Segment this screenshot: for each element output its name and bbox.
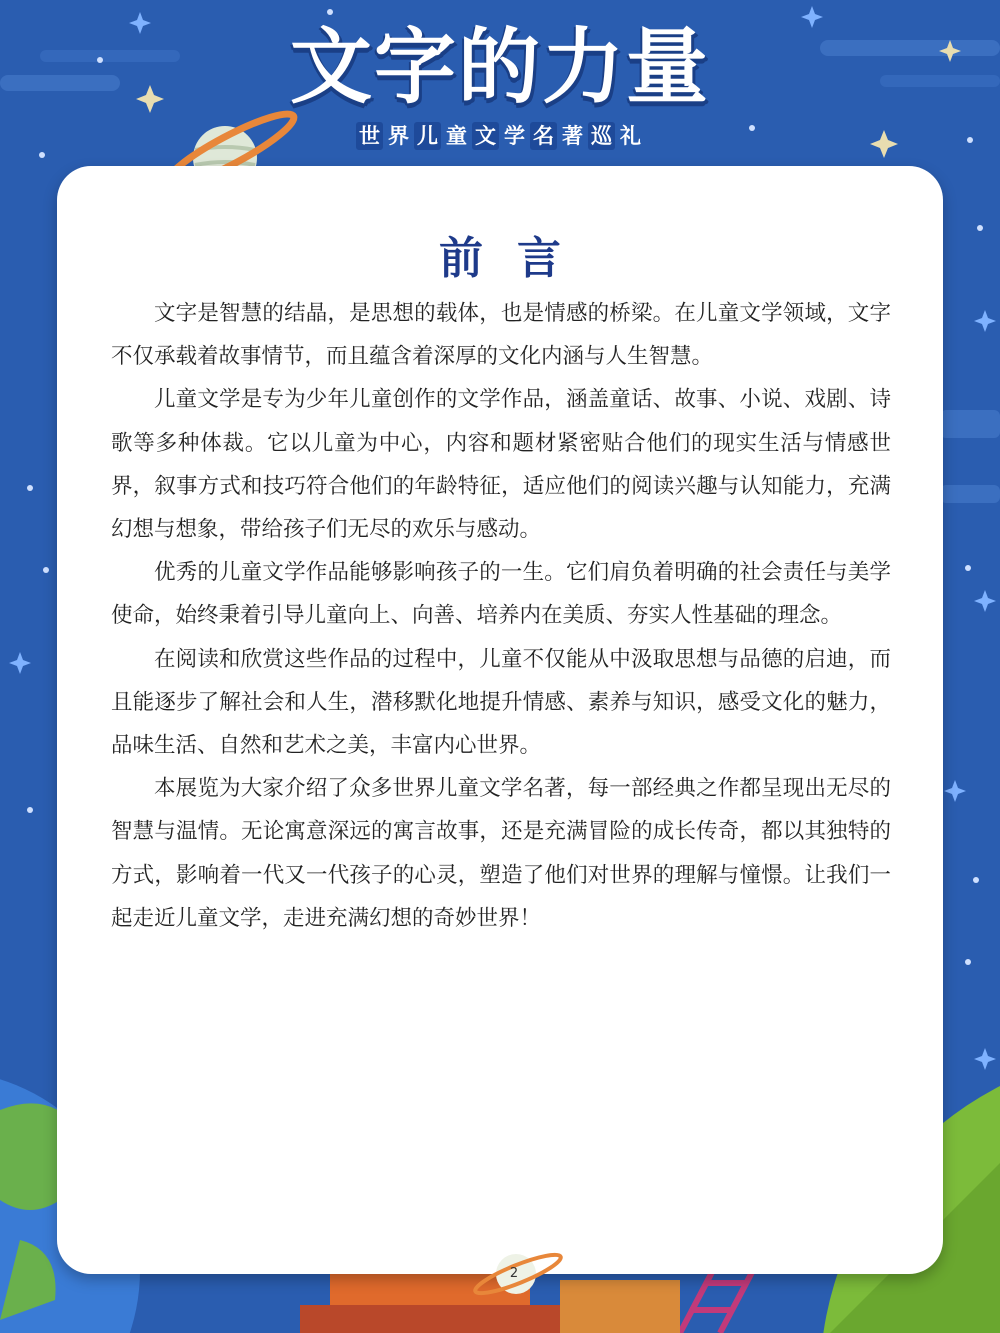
subtitle-char: 文 [472,122,499,150]
subtitle-char: 巡 [588,122,615,150]
subtitle-char: 儿 [414,122,441,150]
paragraph: 儿童文学是专为少年儿童创作的文学作品，涵盖童话、故事、小说、戏剧、诗歌等多种体裁。它以儿童为中心，内容和题材紧密贴合他们的现实生活与情感世界，叙事方式和技巧符合他们的年龄特征，适应他们的阅读兴趣与认知能力，充满幻想与想象，带给孩子们无尽的欢乐与感动。 [111,387,891,543]
subtitle-char: 世 [356,122,383,150]
paragraph: 文字是智慧的结晶，是思想的载体，也是情感的桥梁。在儿童文学领域，文字不仅承载着故事情节，而且蕴含着深厚的文化内涵与人生智慧。 [111,301,891,370]
paragraph: 在阅读和欣赏这些作品的过程中，儿童不仅能从中汲取思想与品德的启迪，而且能逐步了解社会和人生，潜移默化地提升情感、素养与知识，感受文化的魅力，品味生活、自然和艺术之美，丰富内心世界。 [111,646,891,759]
subtitle-char: 著 [562,124,583,148]
page-number: 2 [509,1266,519,1281]
subtitle-char: 学 [504,124,525,148]
subtitle-char: 童 [446,124,467,148]
paragraph: 优秀的儿童文学作品能够影响孩子的一生。它们肩负着明确的社会责任与美学使命，始终秉着引导儿童向上、向善、培养内在美质、夯实人性基础的理念。 [111,560,891,629]
article-body [111,292,891,940]
paragraph: 本展览为大家介绍了众多世界儿童文学名著，每一部经典之作都呈现出无尽的智慧与温情。无论寓意深远的寓言故事，还是充满冒险的成长传奇，都以其独特的方式，影响着一代又一代孩子的心灵，塑造了他们对世界的理解与憧憬。让我们一起走近儿童文学，走进充满幻想的奇妙世界！ [111,776,891,931]
subtitle-char: 界 [388,124,409,148]
subtitle-char: 名 [530,122,557,150]
section-heading: 前言 [439,233,595,284]
subtitle-char: 礼 [620,124,641,148]
poster-title: 文字的力量 [289,20,710,115]
poster-subtitle [0,122,1000,150]
